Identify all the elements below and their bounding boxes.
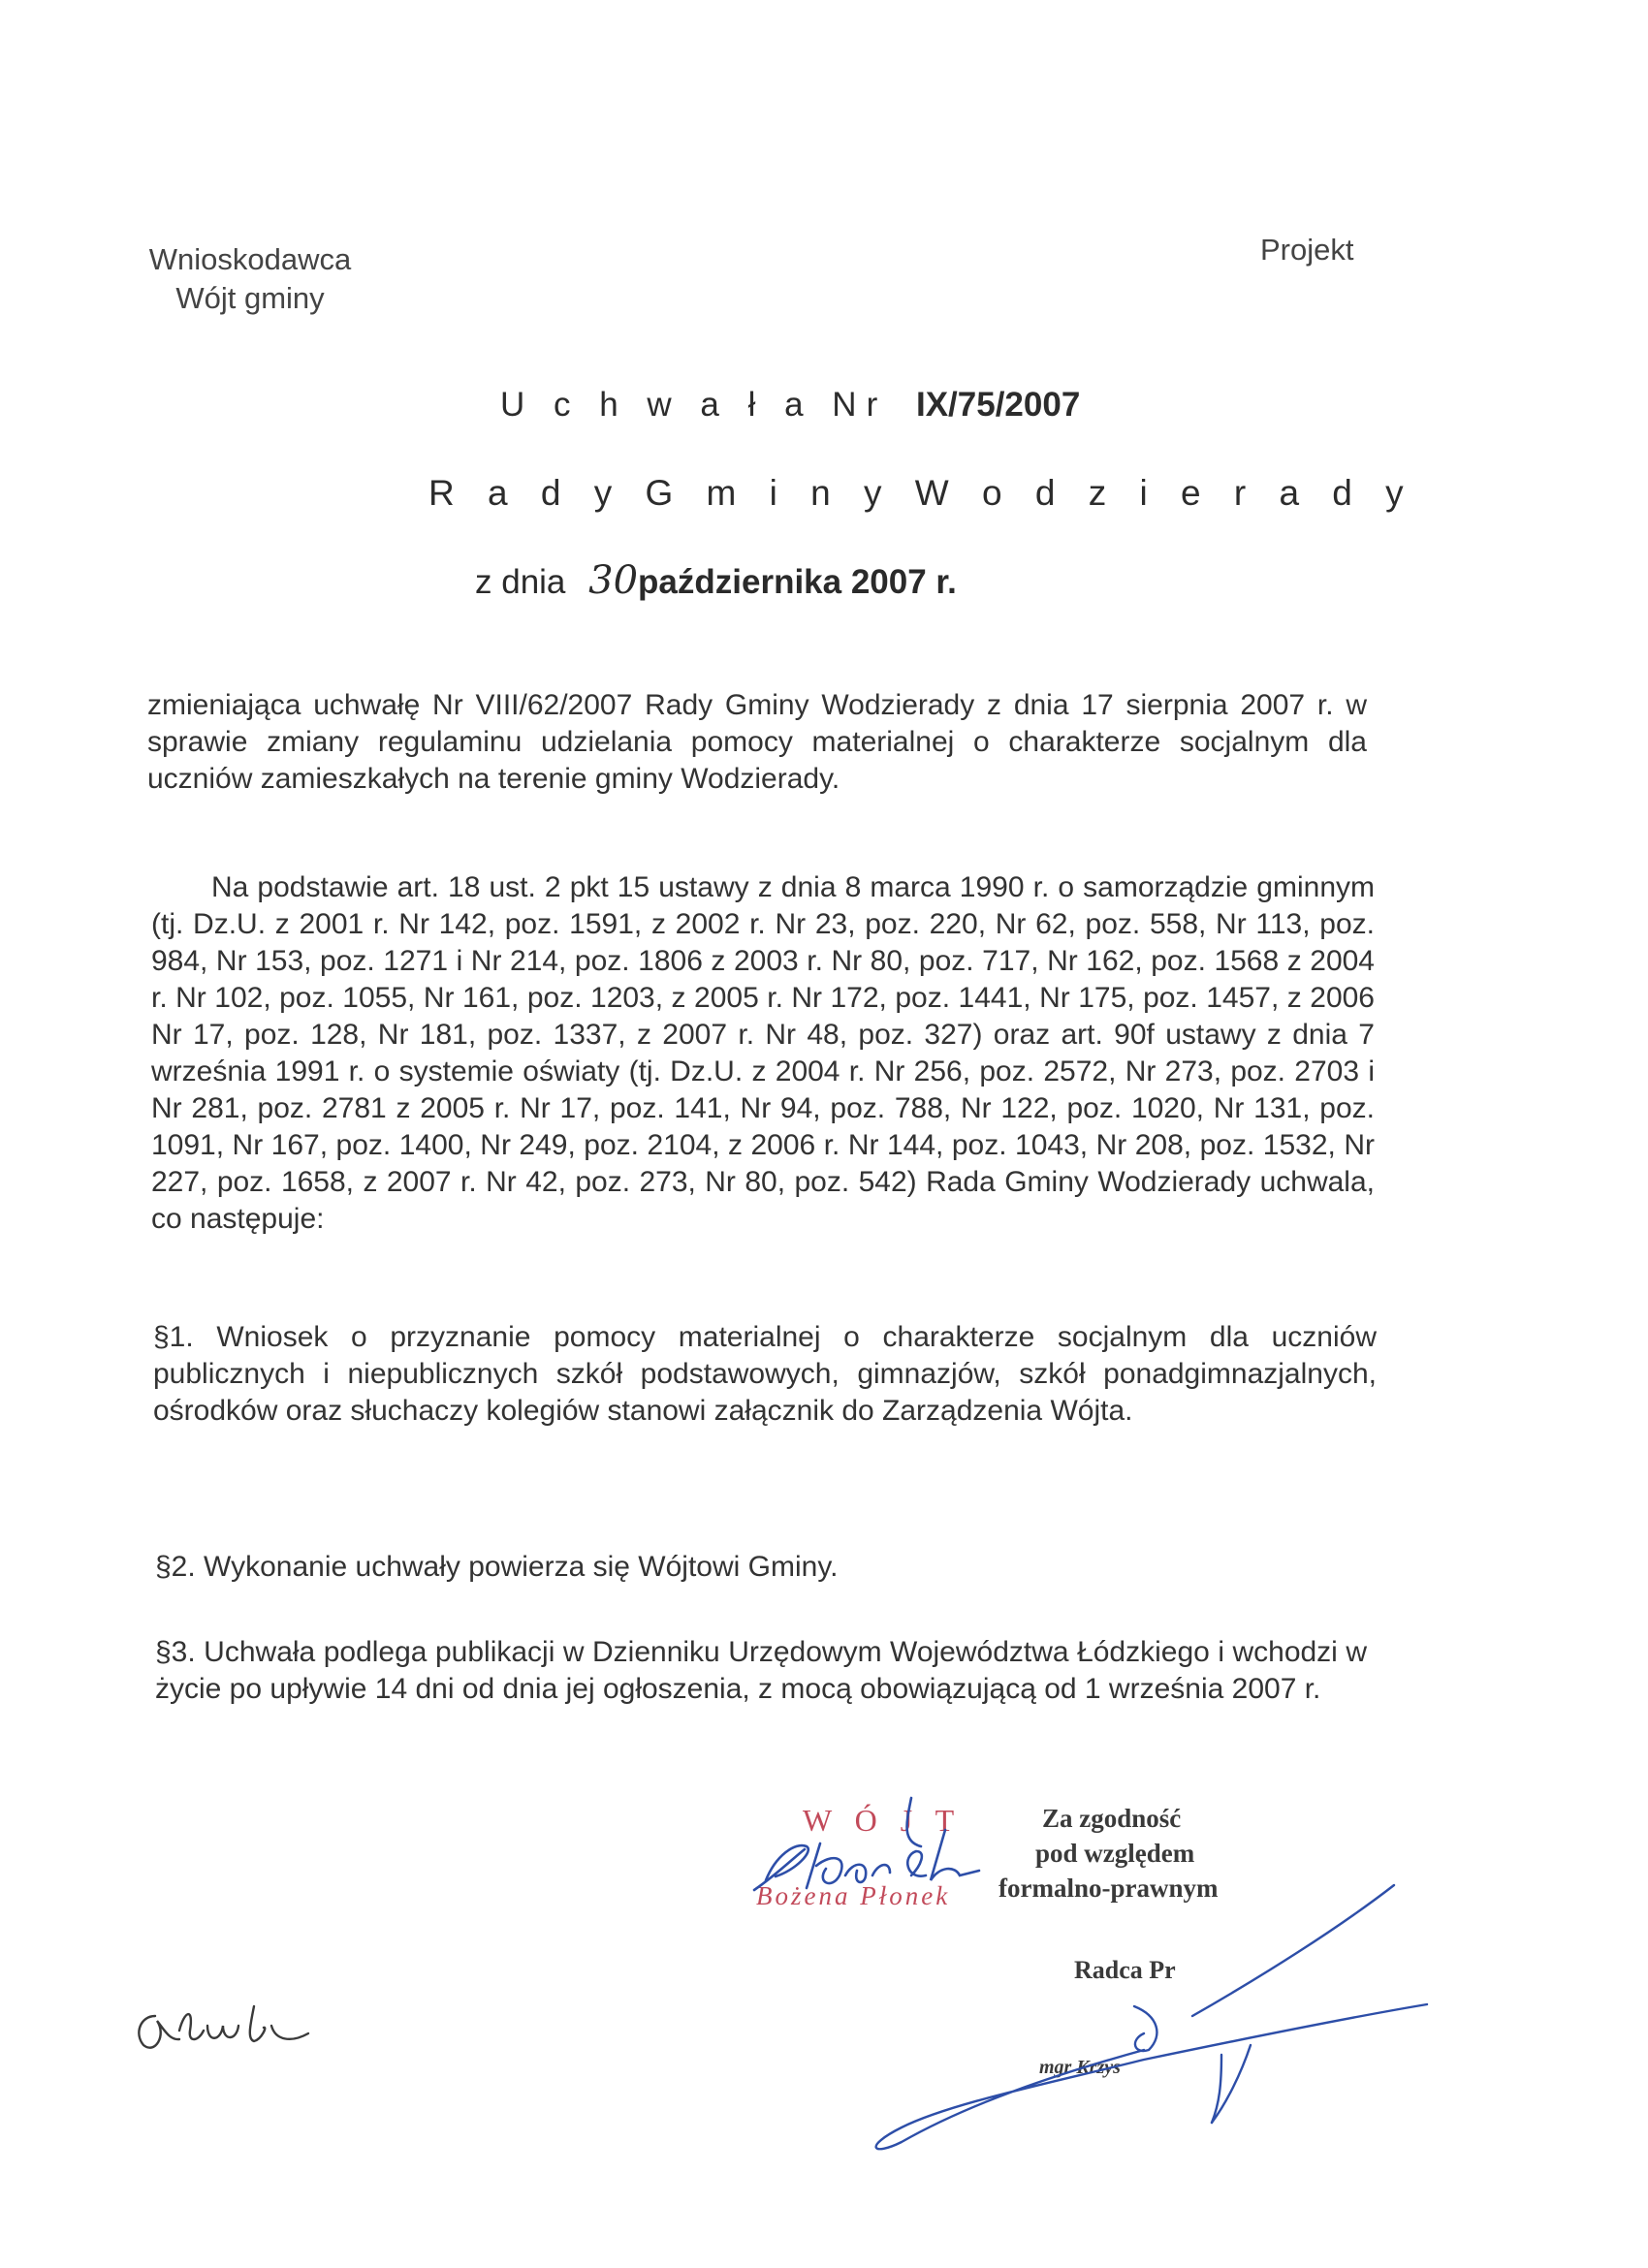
resolution-subject: zmieniająca uchwałę Nr VIII/62/2007 Rady Gminy Wodzierady z dnia 17 sierpnia 2007 r. w sprawie zmiany regulaminu udzielania pomocy materialnej o charakterze socjalnym dla uczniów zamieszkałych na terenie gminy Wodzierady. <box>147 689 1367 795</box>
wojt-stamp-title: W Ó J T <box>803 1803 963 1838</box>
legal-stamp-line2: pod względem <box>1035 1839 1195 1868</box>
draft-label: Projekt <box>1260 233 1354 267</box>
date-rest: października 2007 r. <box>638 563 957 601</box>
legal-advisor-signature <box>876 1885 1427 2149</box>
resolution-number-prefix: U c h w a ł a Nr <box>500 386 888 424</box>
paragraph-2: §2. Wykonanie uchwały powierza się Wójtowi Gminy. <box>155 1551 839 1583</box>
legal-advisor-title: Radca Pr <box>1074 1956 1176 1984</box>
date-day-handwritten: 30 <box>588 558 639 603</box>
wojt-stamp-name: Bożena Płonek <box>756 1881 951 1910</box>
legal-stamp-line3: formalno-prawnym <box>998 1874 1219 1903</box>
date-prefix: z dnia <box>475 563 566 601</box>
council-name: R a d y G m i n y W o d z i e r a d y <box>428 473 1415 513</box>
legal-stamp-line1: Za zgodność <box>1042 1804 1182 1833</box>
applicant-label: Wnioskodawca <box>148 242 352 276</box>
paragraph-3: §3. Uchwała podlega publikacji w Dzienniku Urzędowym Województwa Łódzkiego i wchodzi w życie po upływie 14 dni od dnia jej ogłoszenia, z mocą obowiązującą od 1 września 2007 r. <box>155 1636 1367 1705</box>
legal-advisor-name: mgr Krzys <box>1039 2057 1121 2078</box>
paragraph-1: §1. Wniosek o przyznanie pomocy materialnej o charakterze socjalnym dla uczniów publicznych i niepublicznych szkół podstawowych, gimnazjów, szkół ponadgimnazjalnych, ośrodków oraz słuchaczy kolegiów stanowi załącznik do Zarządzenia Wójta. <box>153 1321 1377 1427</box>
resolution-number-value: IX/75/2007 <box>915 386 1081 424</box>
wojt-signature <box>754 1798 979 1890</box>
legal-basis: Na podstawie art. 18 ust. 2 pkt 15 ustawy z dnia 8 marca 1990 r. o samorządzie gminnym (tj. Dz.U. z 2001 r. Nr 142, poz. 1591, z 2002 r. Nr 23, poz. 220, Nr 62, poz. 558, Nr 113, poz. 984, Nr 153, poz. 1271 i Nr 214, poz. 1806 z 2003 r. Nr 80, poz. 717, Nr 162, poz. 1568 z 2004 r. Nr 102, poz. 1055, Nr 161, poz. 1203, z 2005 r. Nr 172, poz. 1441, Nr 175, poz. 1457, z 2006 Nr 17, poz. 128, Nr 181, poz. 1337, z 2007 r. Nr 48, poz. 327) oraz art. 90f ustawy z dnia 7 września 1991 r. o systemie oświaty (tj. Dz.U. z 2004 r. Nr 256, poz. 2572, Nr 273, poz. 2703 i Nr 281, poz. 2781 z 2005 r. Nr 17, poz. 141, Nr 94, poz. 788, Nr 122, poz. 1020, Nr 131, poz. 1091, Nr 167, poz. 1400, Nr 249, poz. 2104, z 2006 r. Nr 144, poz. 1043, Nr 208, poz. 1532, Nr 227, poz. 1658, z 2007 r. Nr 42, poz. 273, Nr 80, poz. 542) Rada Gminy Wodzierady uchwala, co następuje: <box>151 871 1375 1235</box>
initials-signature <box>139 2006 308 2048</box>
applicant-name: Wójt gminy <box>175 281 325 315</box>
